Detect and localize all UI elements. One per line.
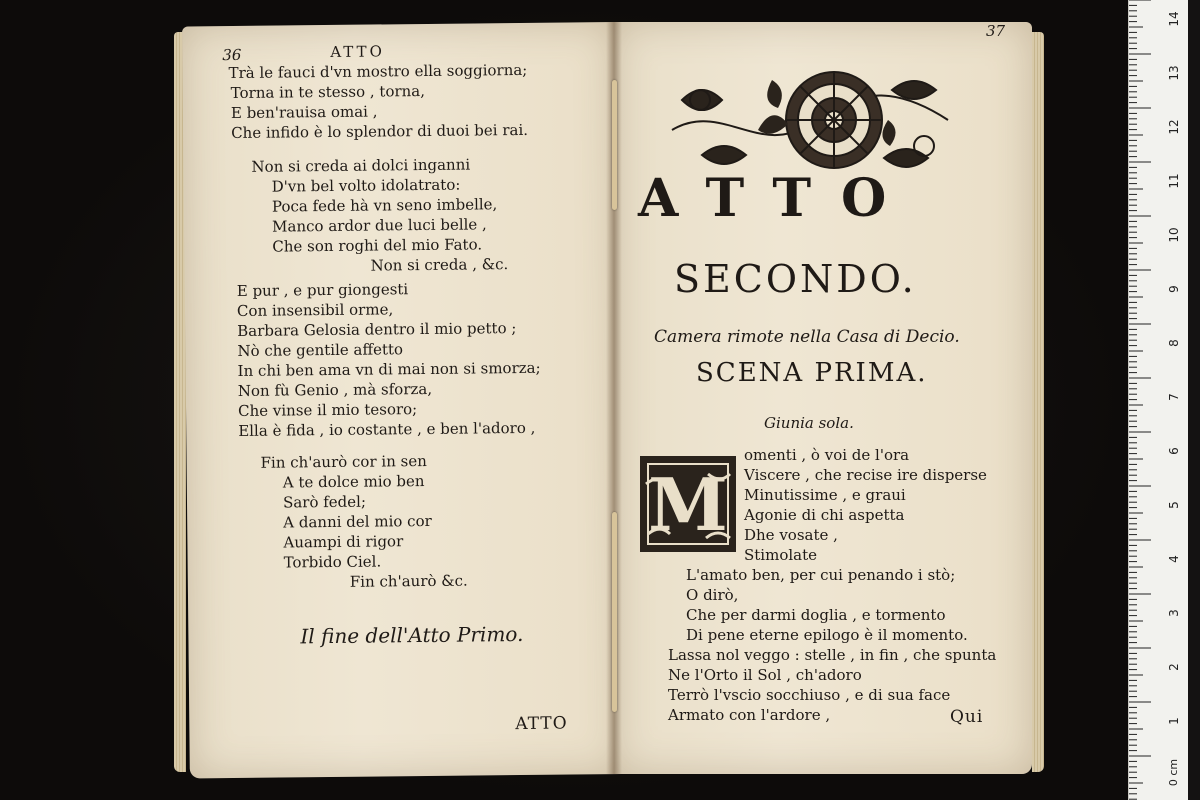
act-subtitle: SECONDO. — [674, 257, 917, 301]
verse-line: Viscere , che recise ire disperse — [744, 466, 987, 484]
aria-line: Non si creda ai dolci inganni — [251, 155, 471, 176]
aria-line: Torbido Ciel. — [283, 552, 382, 572]
right-page — [614, 22, 1032, 774]
da-capo: Non si creda , &c. — [370, 255, 509, 275]
aria-line: Auampi di rigor — [283, 532, 404, 552]
catchword: Qui — [950, 707, 984, 727]
aria-line: D'vn bel volto idolatrato: — [271, 175, 461, 196]
ruler-number: 14 — [1167, 11, 1181, 27]
verse-line: Stimolate — [744, 546, 818, 564]
verse-line: Minutissime , e graui — [744, 486, 906, 504]
ruler-unit: 0 cm — [1167, 758, 1181, 787]
verse-line: O dirò, — [686, 586, 739, 604]
ruler-number: 12 — [1167, 119, 1181, 135]
verse-line: Con insensibil orme, — [236, 300, 394, 320]
aria-line: A te dolce mio ben — [282, 472, 425, 492]
page-number: 37 — [986, 22, 1006, 40]
verse-line: Ella è fida , io costante , e ben l'adoro , — [238, 418, 536, 440]
verse-line: Nò che gentile affetto — [237, 340, 404, 360]
verse-line: Di pene eterne epilogo è il momento. — [686, 626, 968, 644]
ruler-number: 5 — [1167, 501, 1181, 509]
scene-title: SCENA PRIMA. — [696, 358, 928, 388]
ruler-number: 10 — [1167, 227, 1181, 243]
ruler-number: 4 — [1167, 555, 1181, 563]
verse-line: Barbara Gelosia dentro il mio petto ; — [237, 319, 517, 340]
page-number: 36 — [222, 45, 242, 65]
ruler-number: 1 — [1167, 717, 1181, 725]
verse-line: Agonie di chi aspetta — [744, 506, 905, 524]
ruler-number: 8 — [1167, 339, 1181, 347]
da-capo: Fin ch'aurò &c. — [349, 571, 468, 591]
aria-line: Che son roghi del mio Fato. — [272, 235, 483, 256]
scene-location: Camera rimote nella Casa di Decio. — [654, 327, 960, 347]
floral-headpiece-ornament — [662, 60, 956, 182]
verse-line: Torna in te stesso , torna, — [230, 81, 426, 103]
aria-line: Manco ardor due luci belle , — [272, 215, 487, 236]
ruler-number: 13 — [1167, 65, 1181, 81]
verse-line: Ne l'Orto il Sol , ch'adoro — [668, 666, 862, 684]
ruler-number: 9 — [1167, 285, 1181, 293]
verse-line: Che infido è lo splendor di duoi bei rai. — [231, 120, 529, 143]
verse-line: E ben'rauisa omai , — [230, 102, 378, 123]
verse-line: Terrò l'vscio socchiuso , e di sua face — [668, 686, 951, 704]
verse-line: Che per darmi doglia , e tormento — [686, 606, 946, 624]
verse-line: Lassa nol veggo : stelle , in fin , che spunta — [668, 646, 997, 664]
verse-line: Dhe vosate , — [744, 526, 838, 544]
aria-line: Poca fede hà vn seno imbelle, — [271, 195, 498, 216]
binding-thread — [612, 80, 617, 210]
ruler-number: 7 — [1167, 393, 1181, 401]
aria-line: A danni del mio cor — [283, 511, 432, 532]
left-page — [182, 22, 622, 778]
right-page-edge — [1032, 32, 1044, 772]
ruler-number: 2 — [1167, 663, 1181, 671]
open-book — [178, 22, 1048, 774]
ruler-edge — [1188, 0, 1200, 800]
ruler-number: 3 — [1167, 609, 1181, 617]
aria-line: Fin ch'aurò cor in sen — [260, 451, 427, 472]
verse-line: In chi ben ama vn di mai non si smorza; — [237, 358, 541, 380]
ruler-number: 11 — [1167, 173, 1181, 189]
verse-line: L'amato ben, per cui penando i stò; — [686, 566, 956, 584]
verse-line: Trà le fauci d'vn mostro ella soggiorna; — [228, 60, 528, 83]
initial-letter: M — [648, 461, 728, 547]
aria-line: Sarò fedel; — [282, 492, 367, 512]
verse-line: Non fù Genio , mà sforza, — [237, 379, 433, 400]
end-of-act: Il fine dell'Atto Primo. — [300, 621, 524, 649]
verse-line: Armato con l'ardore , — [668, 706, 831, 724]
decorated-initial — [638, 454, 738, 554]
verse-line: Che vinse il mio tesoro; — [237, 400, 418, 420]
verse-line: omenti , ò voi de l'ora — [744, 446, 910, 464]
running-head: ATTO — [330, 42, 385, 61]
act-title: ATTO — [638, 168, 917, 229]
verse-line: E pur , e pur giongesti — [236, 280, 409, 300]
catchword: ATTO — [515, 713, 568, 735]
ruler-number: 6 — [1167, 447, 1181, 455]
binding-thread — [612, 512, 617, 712]
character-name: Giunia sola. — [764, 414, 854, 432]
